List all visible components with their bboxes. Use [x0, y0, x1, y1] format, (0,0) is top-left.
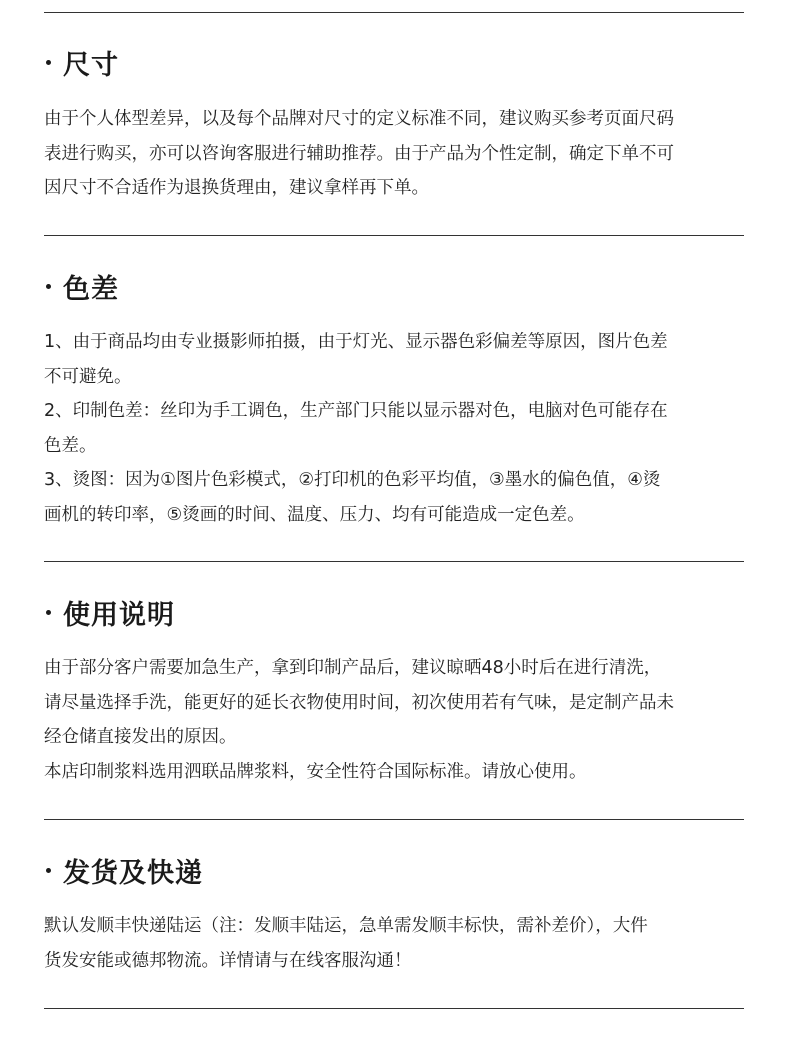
- body-line: 不可避免。: [44, 366, 132, 387]
- body-line: 3、烫图：因为①图片色彩模式，②打印机的色彩平均值，③墨水的偏色值，④烫: [44, 470, 661, 490]
- section-title: 使用说明: [63, 599, 175, 631]
- section-heading: [44, 42, 746, 82]
- section-heading: [44, 850, 746, 890]
- section-heading: [44, 266, 746, 306]
- body-line: 1、由于商品均由专业摄影师拍摄，由于灯光、显示器色彩偏差等原因，图片色差: [44, 332, 668, 352]
- section-heading: [44, 592, 746, 632]
- bullet-dot: [46, 60, 51, 65]
- divider: [44, 12, 744, 13]
- bullet-dot: [46, 610, 51, 615]
- divider: [44, 819, 744, 820]
- section-title: 色差: [63, 273, 119, 305]
- body-line: 默认发顺丰快递陆运（注：发顺丰陆运，急单需发顺丰标快，需补差价），大件: [44, 916, 648, 936]
- section-usage-instructions: [44, 592, 746, 789]
- section-shipping: [44, 850, 746, 978]
- divider: [44, 235, 744, 236]
- body-line: 由于个人体型差异，以及每个品牌对尺寸的定义标准不同，建议购买参考页面尺码: [44, 109, 674, 129]
- divider: [44, 1008, 744, 1009]
- section-body: [44, 325, 746, 532]
- body-line: 由于部分客户需要加急生产，拿到印制产品后，建议晾晒48小时后在进行清洗，: [44, 658, 662, 678]
- section-body: [44, 651, 746, 789]
- section-title: 发货及快递: [63, 857, 203, 889]
- body-line: 色差。: [44, 435, 97, 456]
- section-color-difference: [44, 266, 746, 532]
- bullet-dot: [46, 868, 51, 873]
- divider: [44, 561, 744, 562]
- body-line: 画机的转印率，⑤烫画的时间、温度、压力、均有可能造成一定色差。: [44, 504, 585, 525]
- bullet-dot: [46, 284, 51, 289]
- body-line: 2、印制色差：丝印为手工调色，生产部门只能以显示器对色，电脑对色可能存在: [44, 401, 668, 421]
- body-line: 请尽量选择手洗，能更好的延长衣物使用时间，初次使用若有气味，是定制产品未: [44, 692, 674, 713]
- body-line: 经仓储直接发出的原因。: [44, 727, 237, 747]
- section-body: [44, 909, 746, 978]
- body-line: 表进行购买，亦可以咨询客服进行辅助推荐。由于产品为个性定制，确定下单不可: [44, 143, 674, 164]
- section-body: [44, 102, 746, 206]
- body-line: 因尺寸不合适作为退换货理由，建议拿样再下单。: [44, 178, 429, 198]
- body-line: 货发安能或德邦物流。详情请与在线客服沟通！: [44, 950, 412, 971]
- section-size: [44, 42, 746, 206]
- body-line: 本店印制浆料选用泗联品牌浆料，安全性符合国际标准。请放心使用。: [44, 761, 587, 782]
- section-title: 尺寸: [63, 49, 119, 81]
